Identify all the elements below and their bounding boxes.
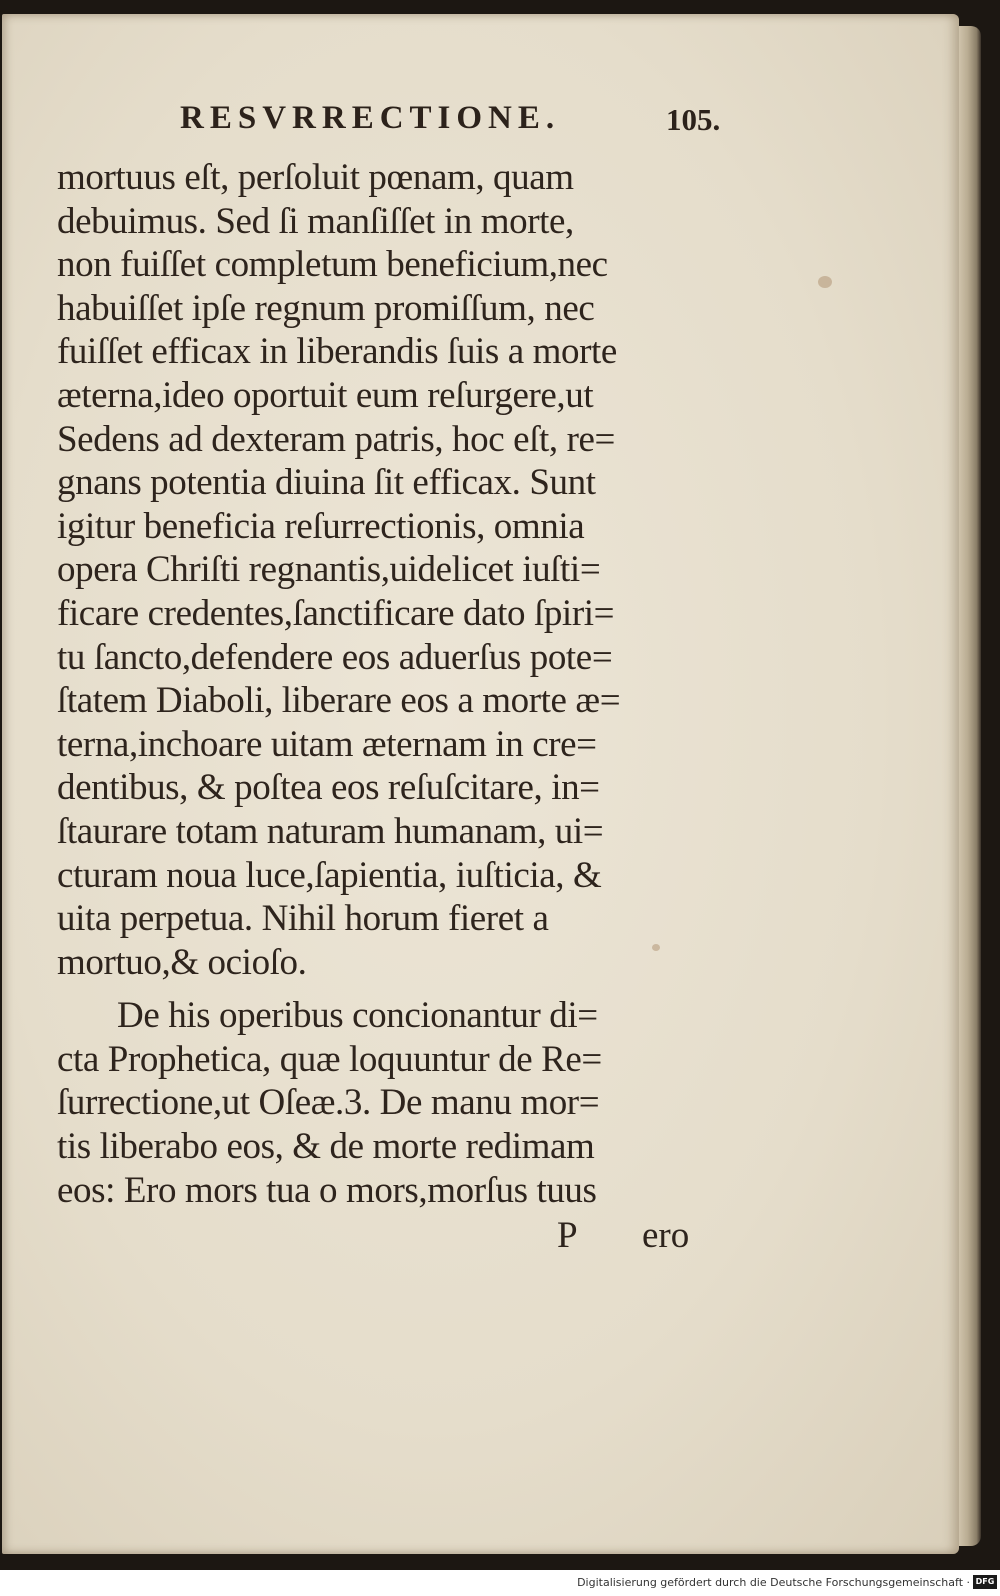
page-stain xyxy=(818,276,832,288)
paragraph-first-line: De his operibus concionantur di= xyxy=(117,995,598,1037)
book-page xyxy=(2,14,959,1554)
text-line: habuiſſet ipſe regnum promiſſum, nec xyxy=(57,287,595,329)
text-line: dentibus, & poſtea eos reſuſcitare, in= xyxy=(57,767,600,809)
text-line: gnans potentia diuina ſit efficax. Sunt xyxy=(57,462,596,504)
text-line: æterna,ideo oportuit eum reſurgere,ut xyxy=(57,374,594,416)
signature-mark: P xyxy=(557,1215,578,1257)
text-line: mortuo,& ocioſo. xyxy=(57,941,307,983)
catchword-row xyxy=(57,1214,732,1258)
catchword: ero xyxy=(642,1215,690,1257)
text-line: mortuus eſt, perſoluit pœnam, quam xyxy=(57,157,574,198)
footer-bar xyxy=(0,1570,1000,1596)
text-line: uita perpetua. Nihil horum fieret a xyxy=(57,898,549,940)
page-number: 105. xyxy=(666,102,721,137)
text-line: tu ſancto,defendere eos aduerſus pote= xyxy=(57,636,613,678)
text-line: ſurrectione,ut Oſeæ.3. De manu mor= xyxy=(57,1082,600,1124)
running-head: RESVRRECTIONE. xyxy=(180,100,561,136)
funding-credit: Digitalisierung gefördert durch die Deutsche Forschungsgemeinschaft · xyxy=(577,1576,970,1589)
text-line: eos: Ero mors tua o mors,morſus tuus xyxy=(57,1169,597,1211)
text-line: fuiſſet efficax in liberandis ſuis a morte xyxy=(57,331,617,373)
page-header xyxy=(2,100,959,140)
text-line: tis liberabo eos, & de morte redimam xyxy=(57,1126,595,1168)
text-line: terna,inchoare uitam æternam in cre= xyxy=(57,723,597,765)
dfg-logo: DFG xyxy=(973,1575,997,1589)
text-line: igitur beneficia reſurrectionis, omnia xyxy=(57,505,585,547)
text-line: debuimus. Sed ſi manſiſſet in morte, xyxy=(57,200,574,242)
text-line: cturam noua luce,ſapientia, iuſticia, & xyxy=(57,854,602,896)
text-block xyxy=(57,156,732,1258)
text-line: Sedens ad dexteram patris, hoc eſt, re= xyxy=(57,418,616,460)
text-line: ficare credentes,ſanctificare dato ſpiri= xyxy=(57,592,615,634)
text-line: ſtaurare totam naturam humanam, ui= xyxy=(57,810,604,852)
text-line: cta Prophetica, quæ loquuntur de Re= xyxy=(57,1038,602,1080)
text-line: ſtatem Diaboli, liberare eos a morte æ= xyxy=(57,680,621,722)
text-line: non fuiſſet completum beneficium,nec xyxy=(57,244,608,286)
text-line: opera Chriſti regnantis,uidelicet iuſti= xyxy=(57,549,601,591)
page-edge xyxy=(959,26,981,1546)
